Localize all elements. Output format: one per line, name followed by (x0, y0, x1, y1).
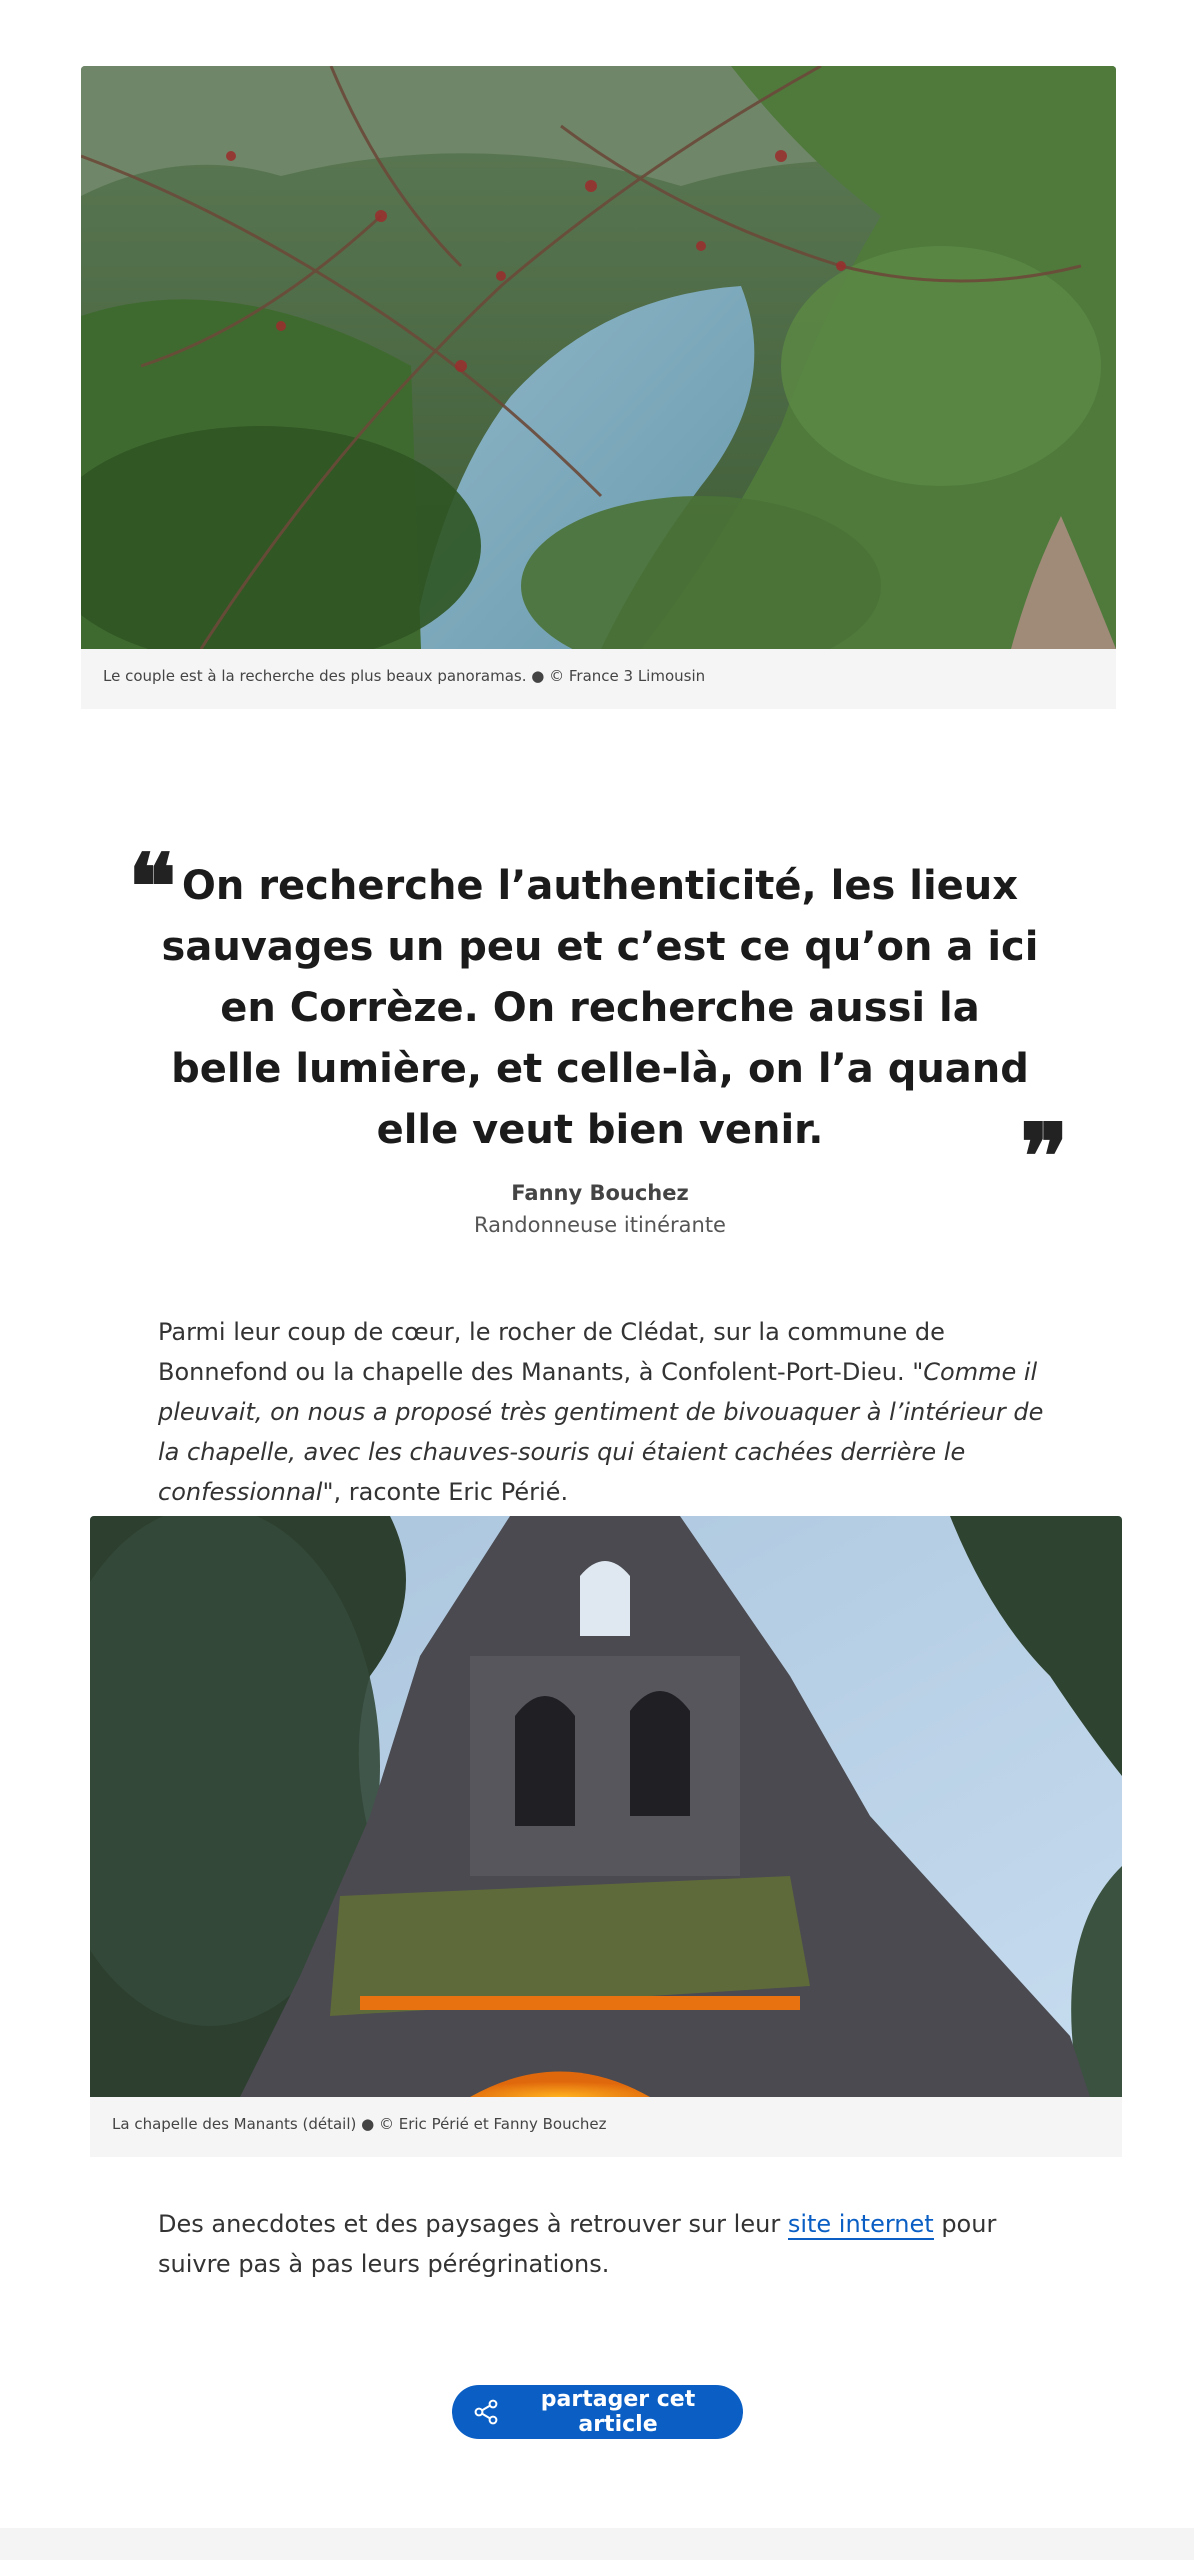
quote-author-role: Randonneuse itinérante (474, 1213, 726, 1237)
paragraph-quote: Comme il pleuvait, on nous a proposé très gentiment de bivouaquer à l’intérieur de la chapelle, avec les chauves-souris qui étaient cachées derrière le confessionnal (158, 1358, 1044, 1506)
share-button-label: partager cet article (540, 2387, 696, 2437)
gorge-river-image (81, 66, 1116, 649)
website-link[interactable]: site internet (787, 2210, 934, 2238)
chapel-photo[interactable] (90, 1516, 1122, 2097)
share-icon (472, 2398, 500, 2426)
pull-quote (120, 834, 1080, 1237)
article-figure-2 (90, 1516, 1122, 2157)
figure-caption: Le couple est à la recherche des plus beaux panoramas. ● © France 3 Limousin (81, 649, 1116, 709)
open-quote-icon: ❝ (128, 834, 177, 940)
paragraph-text: Des anecdotes et des paysages à retrouver sur leur (158, 2210, 788, 2238)
paragraph-text: pour suivre pas à pas leurs pérégrinations. (158, 2210, 997, 2278)
share-article-button[interactable] (452, 2385, 743, 2439)
landscape-photo[interactable] (81, 66, 1116, 649)
share-section (0, 2385, 1194, 2439)
quote-author: Fanny Bouchez (511, 1181, 689, 1205)
footer-band (0, 2528, 1194, 2560)
quote-text: On recherche l’authenticité, les lieux sauvages un peu et c’est ce qu’on a ici en Corrèze. On recherche aussi la belle lumière, et celle-là, on l’a quand elle veut bien venir. (161, 863, 1039, 1153)
close-quote-icon: ❞ (1020, 1104, 1069, 1210)
paragraph-text: ", raconte Eric Périé. (322, 1478, 569, 1506)
article-paragraph (158, 2204, 1058, 2284)
article-paragraph (158, 1312, 1058, 1512)
article-figure-1 (81, 66, 1116, 709)
figure-caption: La chapelle des Manants (détail) ● © Eric Périé et Fanny Bouchez (90, 2097, 1122, 2157)
paragraph-text: Parmi leur coup de cœur, le rocher de Clédat, sur la commune de Bonnefond ou la chapelle des Manants, à Confolent-Port-Dieu. " (158, 1318, 945, 1386)
chapel-image (90, 1516, 1122, 2097)
